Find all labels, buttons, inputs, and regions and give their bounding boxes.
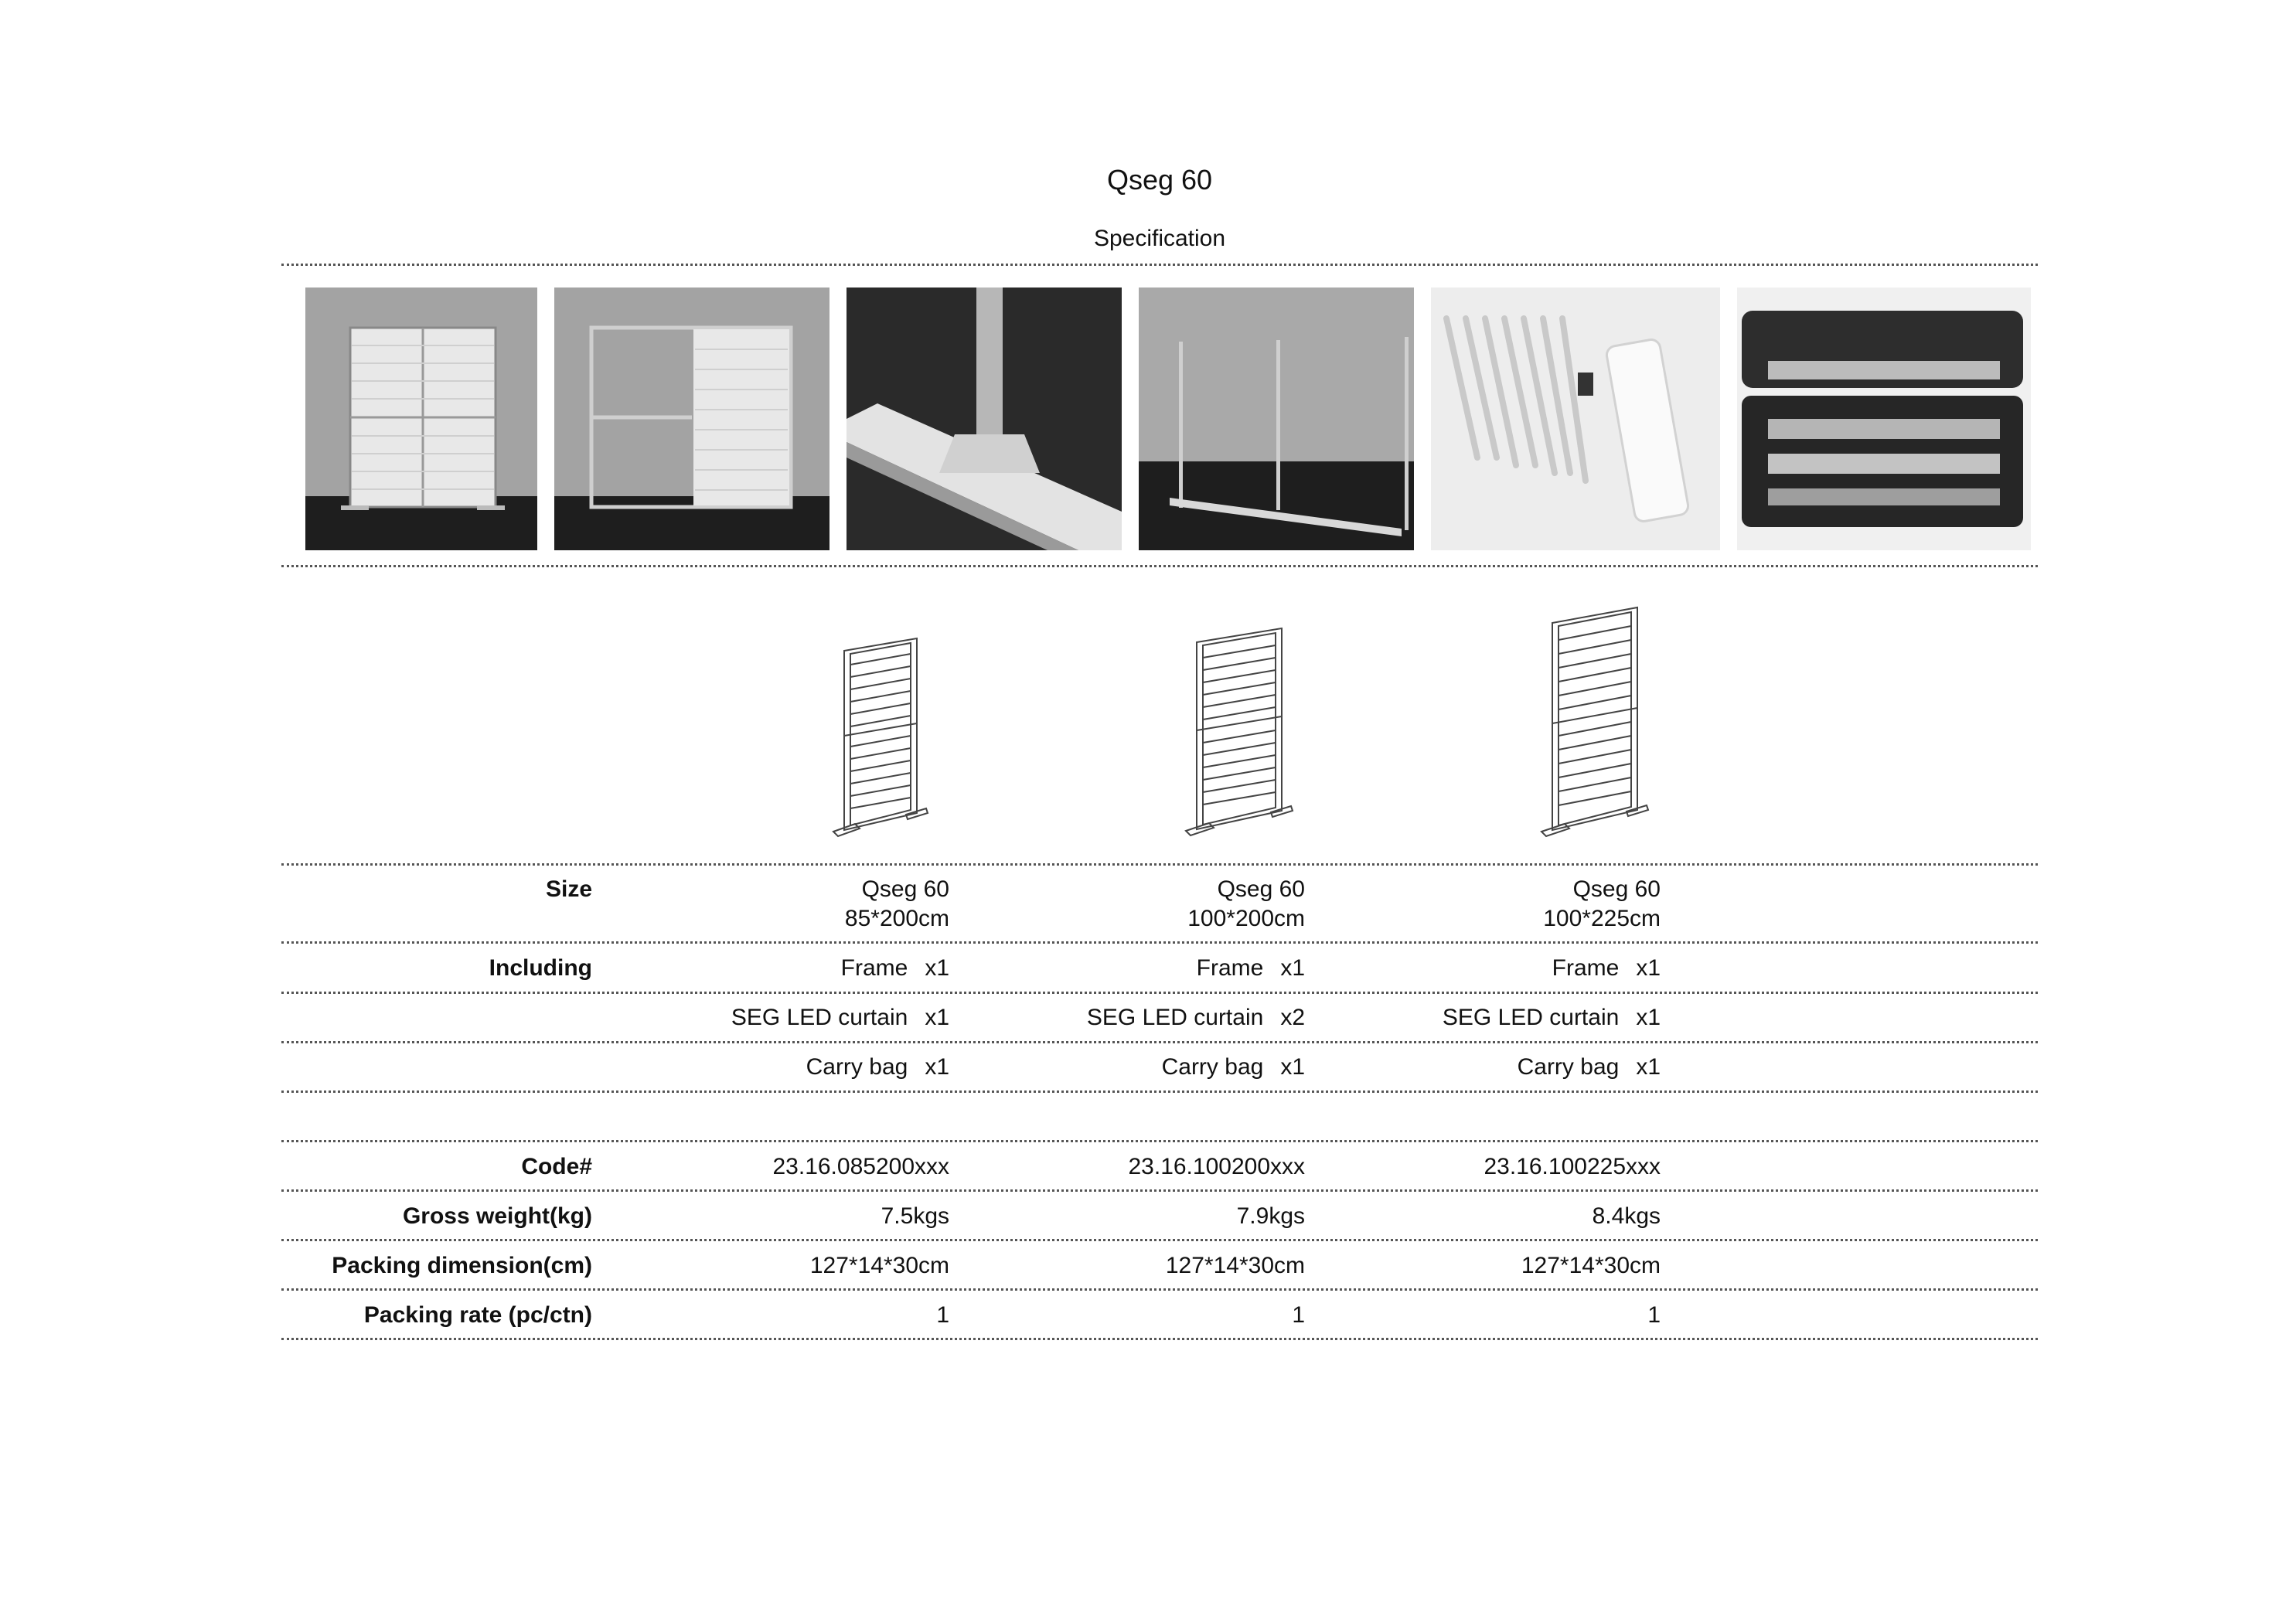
label-weight: Gross weight(kg) (402, 1203, 592, 1229)
frame-parts-kit-photo (1431, 288, 1720, 550)
divider (281, 1041, 2038, 1043)
size-cell-1: Qseg 60 85*200cm (844, 876, 949, 931)
frame-85x200-drawing (832, 634, 928, 842)
frame-with-one-curtain-photo (554, 288, 829, 550)
packing-rate-cell-2: 1 (1292, 1302, 1305, 1328)
label-packing-rate: Packing rate (pc/ctn) (363, 1302, 592, 1328)
packing-dimension-cell-1: 127*14*30cm (809, 1253, 949, 1278)
bag-cell-3: Carry bag x1 (1517, 1054, 1661, 1080)
bag-cell-1: Carry bag x1 (806, 1054, 949, 1080)
frame-cell-3: Frame x1 (1552, 955, 1661, 981)
code-cell-3: 23.16.100225xxx (1484, 1154, 1661, 1179)
label-including: Including (489, 955, 592, 981)
frame-100x225-drawing (1540, 601, 1648, 842)
curtain-cell-2: SEG LED curtain x2 (1086, 1005, 1305, 1030)
divider (281, 1189, 2038, 1192)
divider (281, 1091, 2038, 1093)
divider (281, 1239, 2038, 1241)
label-size: Size (545, 876, 592, 902)
divider (281, 863, 2038, 866)
page-subtitle: Specification (1093, 226, 1226, 251)
packing-rate-cell-3: 1 (1647, 1302, 1661, 1328)
curtain-cell-3: SEG LED curtain x1 (1442, 1005, 1661, 1030)
curtain-cell-1: SEG LED curtain x1 (731, 1005, 949, 1030)
bag-cell-2: Carry bag x1 (1161, 1054, 1305, 1080)
divider (281, 1140, 2038, 1142)
weight-cell-2: 7.9kgs (1236, 1203, 1305, 1229)
packing-rate-cell-1: 1 (936, 1302, 949, 1328)
frame-cell-2: Frame x1 (1196, 955, 1305, 981)
divider (281, 264, 2038, 266)
divider (281, 992, 2038, 994)
frame-cell-1: Frame x1 (840, 955, 949, 981)
carry-case-photo (1737, 288, 2031, 550)
bare-frame-photo (1139, 288, 1414, 550)
size-cell-3: Qseg 60 100*225cm (1543, 876, 1661, 931)
divider (281, 941, 2038, 944)
weight-cell-3: 8.4kgs (1592, 1203, 1661, 1229)
frame-with-two-curtains-photo (305, 288, 537, 550)
divider (281, 565, 2038, 567)
frame-foot-closeup-photo (847, 288, 1122, 550)
weight-cell-1: 7.5kgs (881, 1203, 949, 1229)
packing-dimension-cell-2: 127*14*30cm (1165, 1253, 1305, 1278)
divider (281, 1288, 2038, 1291)
frame-100x200-drawing (1184, 622, 1293, 842)
divider (281, 1338, 2038, 1340)
packing-dimension-cell-3: 127*14*30cm (1521, 1253, 1661, 1278)
code-cell-2: 23.16.100200xxx (1128, 1154, 1305, 1179)
label-code: Code# (521, 1154, 592, 1179)
size-cell-2: Qseg 60 100*200cm (1187, 876, 1305, 931)
code-cell-1: 23.16.085200xxx (772, 1154, 949, 1179)
label-packing-dimension: Packing dimension(cm) (332, 1253, 592, 1278)
page-title: Qseg 60 (1106, 164, 1213, 196)
